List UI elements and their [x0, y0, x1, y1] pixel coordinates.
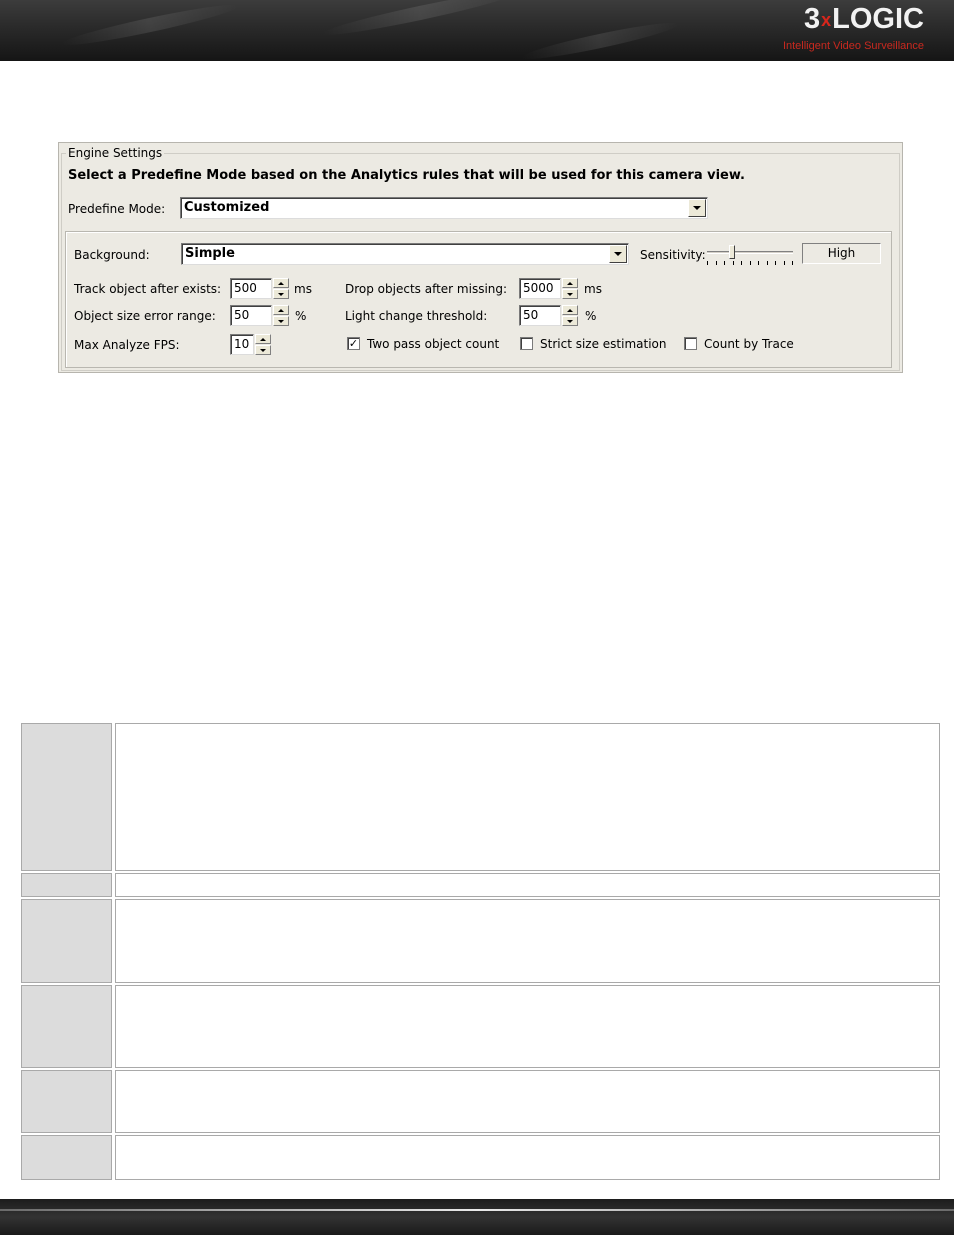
slider-ticks	[707, 261, 793, 265]
light-change-spinner[interactable]	[562, 305, 578, 326]
table-row-header-cell	[21, 873, 112, 897]
spin-down-icon[interactable]	[562, 289, 578, 299]
footer-divider	[0, 1209, 954, 1211]
instruction-text: Select a Predefine Mode based on the Analytics rules that will be used for this camera view.	[68, 168, 745, 183]
spin-down-icon[interactable]	[273, 289, 289, 299]
spin-up-icon[interactable]	[562, 278, 578, 288]
header-decoration	[520, 18, 679, 61]
group-title: Engine Settings	[68, 146, 163, 160]
track-object-label: Track object after exists:	[74, 282, 222, 296]
drop-objects-spinner[interactable]	[562, 278, 578, 299]
table-row-content-cell	[115, 985, 940, 1068]
size-error-input[interactable]: 50	[230, 305, 272, 326]
size-error-spinner[interactable]	[273, 305, 289, 326]
sensitivity-slider[interactable]	[705, 243, 795, 267]
spin-up-icon[interactable]	[273, 305, 289, 315]
spin-up-icon[interactable]	[562, 305, 578, 315]
count-by-trace-label: Count by Trace	[704, 337, 794, 351]
logo-tagline: Intelligent Video Surveillance	[782, 40, 924, 52]
chevron-down-icon	[693, 206, 701, 210]
sensitivity-label: Sensitivity:	[640, 248, 706, 262]
two-pass-checkbox[interactable]: ✓	[348, 337, 359, 350]
sensitivity-level-display: High	[802, 243, 881, 264]
track-object-input[interactable]: 500	[230, 278, 272, 299]
max-fps-spinner[interactable]	[255, 334, 271, 355]
dropdown-button[interactable]	[609, 245, 627, 263]
table-row-header-cell	[21, 985, 112, 1068]
spin-up-icon[interactable]	[273, 278, 289, 288]
light-change-label: Light change threshold:	[345, 309, 488, 323]
header-decoration	[61, 0, 240, 51]
table-row-content-cell	[115, 873, 940, 897]
spin-up-icon[interactable]	[255, 334, 271, 344]
table-row-header-cell	[21, 723, 112, 871]
drop-objects-label: Drop objects after missing:	[345, 282, 508, 296]
predefine-mode-select[interactable]: Customized	[180, 197, 708, 219]
predefine-mode-label: Predefine Mode:	[68, 202, 166, 216]
table-row-header-cell	[21, 899, 112, 983]
table-row-content-cell	[115, 723, 940, 871]
table-row-content-cell	[115, 899, 940, 983]
count-by-trace-checkbox[interactable]	[684, 337, 697, 350]
drop-objects-unit: ms	[584, 282, 602, 296]
max-fps-input[interactable]: 10	[230, 334, 254, 355]
track-object-unit: ms	[294, 282, 312, 296]
dropdown-button[interactable]	[688, 199, 706, 217]
table-row-content-cell	[115, 1135, 940, 1180]
background-select[interactable]: Simple	[181, 243, 629, 265]
chevron-down-icon	[614, 252, 622, 256]
spin-down-icon[interactable]	[562, 316, 578, 326]
company-logo: 3xLOGIC Intelligent Video Surveillance	[782, 3, 924, 52]
engine-settings-panel	[58, 142, 903, 373]
footer-banner	[0, 1199, 954, 1235]
table-row-header-cell	[21, 1135, 112, 1180]
max-fps-label: Max Analyze FPS:	[74, 338, 180, 352]
drop-objects-input[interactable]: 5000	[519, 278, 561, 299]
track-object-spinner[interactable]	[273, 278, 289, 299]
slider-thumb[interactable]	[729, 245, 735, 259]
table-row-content-cell	[115, 1070, 940, 1133]
table-row-header-cell	[21, 1070, 112, 1133]
slider-track	[707, 251, 793, 254]
light-change-input[interactable]: 50	[519, 305, 561, 326]
light-change-unit: %	[585, 309, 597, 323]
size-error-label: Object size error range:	[74, 309, 216, 323]
strict-size-label[interactable]: Strict size estimation	[540, 337, 667, 351]
header-decoration	[321, 0, 520, 41]
spin-down-icon[interactable]	[273, 316, 289, 326]
spin-down-icon[interactable]	[255, 345, 271, 355]
size-error-unit: %	[295, 309, 307, 323]
background-label: Background:	[74, 248, 150, 262]
two-pass-label[interactable]: Two pass object count	[367, 337, 500, 351]
header-banner	[0, 0, 954, 61]
strict-size-checkbox[interactable]	[520, 337, 533, 350]
